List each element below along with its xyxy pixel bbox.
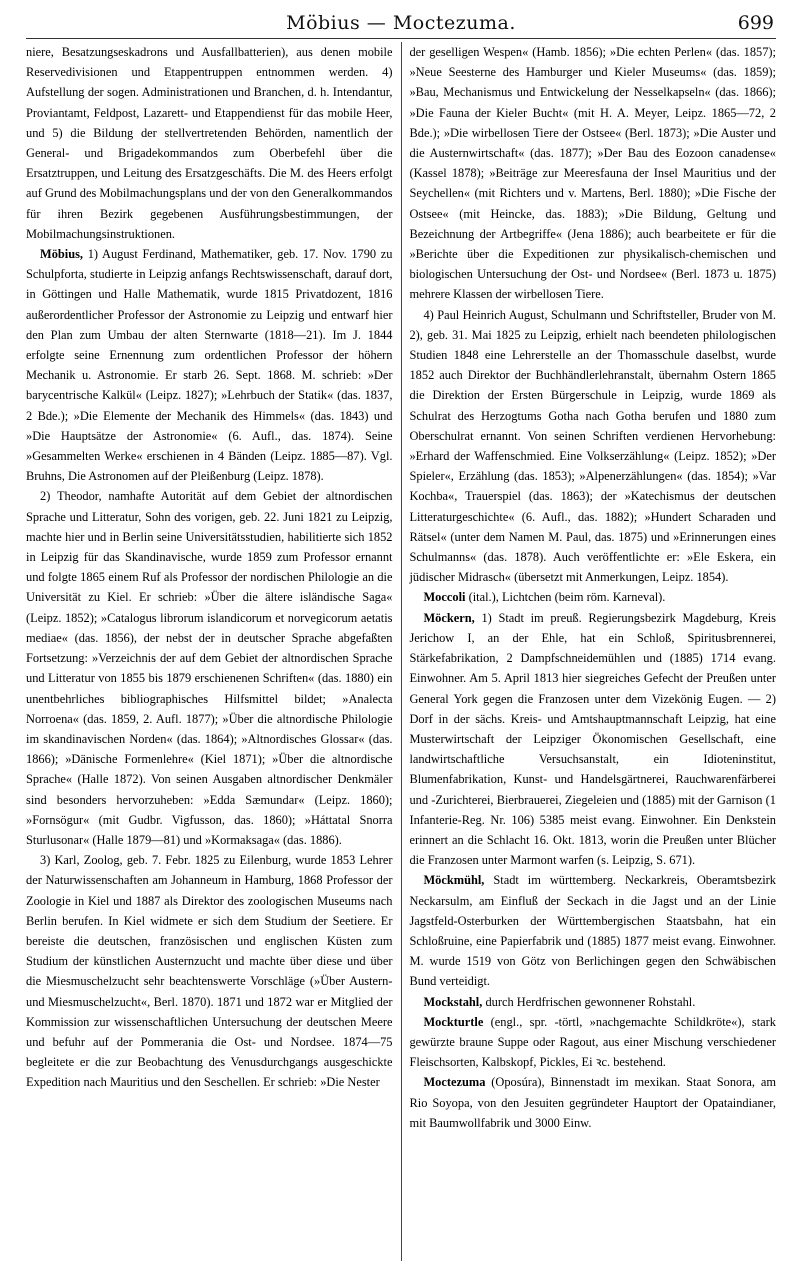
entry-text: der geselligen Wespen« (Hamb. 1856); »Die echten Perlen« (das. 1857); »Neue Seesterne des Hamburger und Kieler Museums« (das. 1859); »Bau, Mechanismus und Entwickelung der Nesselkapseln« (das. 1866); »Die Fauna der Kieler Bucht« (mit H. A. Meyer, Leipz. 1865—72, 2 Bde.); »Die wirbellosen Tiere der Ostsee« (Berl. 1873); »Die Auster und die Austernwirtschaft« (das. 1877); »Der Bau des Eozoon canadense« (Kassel 1878); »Beiträge zur Meeresfauna der Insel Mauritius und der Seychellen« (mit Richters und v. Martens, Berl. 1880); »Die Fische der Ostsee« (mit Heincke, das. 1883); »Die Bildung, Geltung und Bezeichnung der Artbegriffe« (Jena 1886); auch bearbeitete er für die »Berichte über die Expeditionen zur physikalisch-chemischen und biologischen Untersuchung der Ost- und Nordsee« (Berl. 1873 u. 1875) mehrere Klassen der wirbellosen Tiere.	[409, 45, 776, 302]
entry-lemma: Möckern,	[423, 610, 475, 625]
entry-paragraph	[409, 608, 776, 871]
entry-lemma: Mockturtle	[423, 1014, 484, 1029]
left-column	[26, 42, 393, 1261]
entry-paragraph	[26, 486, 393, 850]
entry-paragraph	[409, 1072, 776, 1133]
entry-paragraph	[409, 42, 776, 305]
entry-text: 2) Theodor, namhafte Autorität auf dem Gebiet der altnordischen Sprache und Litteratur, Sohn des vorigen, geb. 22. Juni 1821 zu Leipzig, machte hier und in Berlin seine Universitätsstudien, habilitierte sich 1852 in Leipzig für das Skandinavische, wurde 1859 zum Professor ernannt und folgte 1865 einem Ruf als Professor der nordischen Philologie an die Universität zu Kiel. Er schrieb: »Über die ältere isländische Saga« (Leipz. 1852); »Catalogus librorum islandicorum et norvegicorum aetatis mediae« (das. 1856), der nebst der in deutscher Sprache abgefaßten Fortsetzung: »Verzeichnis der auf dem Gebiet der altnordischen Sprache und Litteratur von 1855 bis 1879 erschienenen Schriften« (das. 1880) ein unentbehrliches bibliographisches Hilfsmittel bildet; »Analecta Norroena« (das. 1859, 2. Aufl. 1877); »Über die altnordische Philologie im skandinavischen Norden« (das. 1864); »Altnordisches Glossar« (das. 1866); »Dänische Formenlehre« (Kiel 1871); »Über die altnordische Sprache« (Halle 1872). Von seinen Ausgaben altnordischer Denkmäler sind besonders hervorzuheben: »Edda Sæmundar« (Leipz. 1860); »Fornsögur« (mit Gudbr. Vigfusson, das. 1860); »Háttatal Snorra Sturlusonar« (Halle 1879—81) und »Kormaksaga« (das. 1886).	[26, 489, 393, 847]
entry-text: 4) Paul Heinrich August, Schulmann und Schriftsteller, Bruder von M. 2), geb. 31. Mai 1825 zu Leipzig, erhielt nach beendeten philologischen Studien 1848 eine Lehrerstelle an der Thomasschule daselbst, wurde 1852 auch Direktor der Buchhändlerlehranstalt, übernahm Ostern 1865 die Direktion der Ersten Bürgerschule in Leipzig, wurde 1869 als Schulrat des Herzogtums Gotha nach Gotha berufen und 1880 zum Oberschulrat ernannt. Von seinen Schriften verdienen Hervorhebung: »Erhard der Waffenschmied. Eine Volkserzählung« (Leipz. 1852); »Der Spieler«, Erzählung (das. 1853); »Alpenerzählungen« (das. 1854); »Var Kochba«, Trauerspiel (das. 1863); der »Katechismus der deutschen Litteraturgeschichte« (6. Aufl., das. 1882); »Hundert Scharaden und Rätsel« (unter dem Namen M. Paul, das. 1875) und »Erinnerungen eines Schulmanns« (das. 1878). Auch veröffentlichte er: »Ele Eskera, ein jüdischer Midrasch« (übersetzt mit Anmerkungen, Leipz. 1854).	[409, 307, 776, 585]
entry-lemma: Moccoli	[423, 590, 466, 605]
entry-text: (ital.), Lichtchen (beim röm. Karneval).	[465, 590, 666, 605]
header-title: Möbius — Moctezuma.	[286, 12, 516, 34]
entry-text: (Oposúra), Binnenstadt im mexikan. Staat Sonora, am Rio Soyopa, von den Jesuiten gegründeter Hauptort der Opataindianer, mit Baumwollfabrik und 3000 Einw.	[409, 1075, 776, 1130]
column-divider	[401, 42, 402, 1261]
page-number: 699	[737, 12, 774, 34]
entry-paragraph	[26, 850, 393, 1092]
entry-lemma: Mockstahl,	[423, 994, 483, 1009]
entry-text: 1) Stadt im preuß. Regierungsbezirk Magdeburg, Kreis Jerichow I, an der Ehle, hat ein Schloß, Spiritusbrennerei, Stärkefabrikation, 2 Dampfschneidemühlen und (1885) 1714 evang. Einwohner. Am 5. April 1813 hier siegreiches Gefecht der Preußen unter General York gegen die Franzosen unter dem Vizekönig Eugen. — 2) Dorf in der sächs. Kreis- und Amtshauptmannschaft Leipzig, hat eine Musterwirtschaft der Leipziger Ökonomischen Gesellschaft, eine landwirtschaftliche Versuchsanstalt, ein Idioteninstitut, Blumenfabrikation, Kunst- und Handelsgärtnerei, Rauchwarenfärberei und -Zurichterei, Bierbrauerei, Ziegeleien und (1885) mit der Garnison (1 Infanterie-Reg. Nr. 106) 5385 meist evang. Einwohner. Ein Denkstein erinnert an die Schlacht 16. Okt. 1813, worin die Preußen unter Blücher die Franzosen unter Marmont warfen (s. Leipzig, S. 671).	[409, 610, 776, 868]
entry-text: Stadt im württemberg. Neckarkreis, Oberamtsbezirk Neckarsulm, am Einfluß der Seckach in die Jagst und an der Linie Jagstfeld-Osterburken der Württembergischen Staatsbahn, hat ein Schloßruine, eine Papierfabrik und (1885) 1877 meist evang. Einwohner. M. wurde 1519 von Götz von Berlichingen gegen den Schwäbischen Bund verteidigt.	[409, 873, 776, 989]
entry-lemma: Moctezuma	[423, 1075, 486, 1090]
entry-lemma: Möbius,	[40, 247, 84, 262]
entry-paragraph	[26, 42, 393, 244]
entry-text: durch Herdfrischen gewonnener Rohstahl.	[482, 994, 696, 1009]
entry-text: (engl., spr. -törtl, »nachgemachte Schildkröte«), stark gewürzte braune Suppe oder Ragout, aus einer Mischung verschiedener Fleischsorten, Kalbskopf, Pickles, Ei ꝛc. bestehend.	[409, 1014, 776, 1070]
entry-paragraph	[409, 1012, 776, 1073]
entry-paragraph	[409, 992, 776, 1012]
text-columns	[26, 42, 776, 1261]
entry-paragraph	[409, 870, 776, 991]
running-header	[26, 10, 776, 39]
entry-lemma: Möckmühl,	[423, 873, 485, 888]
entry-text: 1) August Ferdinand, Mathematiker, geb. 17. Nov. 1790 zu Schulpforta, studierte in Leipzig anfangs Rechtswissenschaft, darauf dort, in Göttingen und Halle Mathematik, wurde 1815 Privatdozent, 1816 außerordentlicher Professor der Astronomie zu Leipzig und entwarf hier den Plan zum Umbau der alten Sternwarte (1818—21). Im J. 1844 erfolgte seine Ernennung zum ordentlichen Professor der höhern Mechanik u. Astronomie. Er starb 26. Sept. 1868. M. schrieb: »Der barycentrische Kalkül« (Leipz. 1827); »Lehrbuch der Statik« (das. 1837, 2 Bde.); »Die Elemente der Mechanik des Himmels« (das. 1843) und »Die Hauptsätze der Astronomie« (6. Aufl., das. 1874). Seine »Gesammelten Werke« erschienen in 4 Bänden (Leipz. 1885—87). Vgl. Bruhns, Die Astronomen auf der Pleißenburg (Leipz. 1878).	[26, 247, 393, 484]
entry-text: niere, Besatzungseskadrons und Ausfallbatterien), aus denen mobile Reservedivisionen und Etappentruppen entnommen werden. 4) Aufstellung der sogen. Administrationen und Branchen, d. h. Intendantur, Proviantamt, Feldpost, Lazarett- und Etappendienst für das mobile Heer, und 5) die Bildung der stellvertretenden Behörden, namentlich der General- und Brigadekommandos zum Oberbefehl über die Ersatztruppen, und Leitung des Ersatzgeschäfts. Die M. des Heers erfolgt auf Grund des Mobilmachungsplans und der von den Generalkommandos für ihren Bezirk gegebenen Ausführungsbestimmungen, der Mobilmachungsinstruktionen.	[26, 45, 393, 241]
right-column	[409, 42, 776, 1261]
entry-paragraph	[409, 587, 776, 607]
entry-paragraph	[26, 244, 393, 486]
entry-paragraph	[409, 305, 776, 588]
entry-text: 3) Karl, Zoolog, geb. 7. Febr. 1825 zu Eilenburg, wurde 1853 Lehrer der Naturwissenschaften am Johanneum in Hamburg, 1868 Professor der Zoologie in Kiel und 1887 als Direktor des zoologischen Museums nach Berlin berufen. In Kiel widmete er sich dem Studium der Seetiere. Er bereiste die deutschen, französischen und englischen Küsten zum Studium der künstlichen Austernzucht und machte über diese und über die Miesmuschelzucht sehr beachtenswerte Vorschläge (»Über Austern- und Miesmuschelzucht«, Berl. 1870). 1871 und 1872 war er Mitglied der Kommission zur wissenschaftlichen Untersuchung der deutschen Meere und befuhr auf der Pommerania die Ost- und Nordsee. 1874—75 begleitete er die zur Beobachtung des Venusdurchgangs ausgeschickte Expedition nach Mauritius und den Seschellen. Er schrieb: »Die Nester	[26, 853, 393, 1090]
